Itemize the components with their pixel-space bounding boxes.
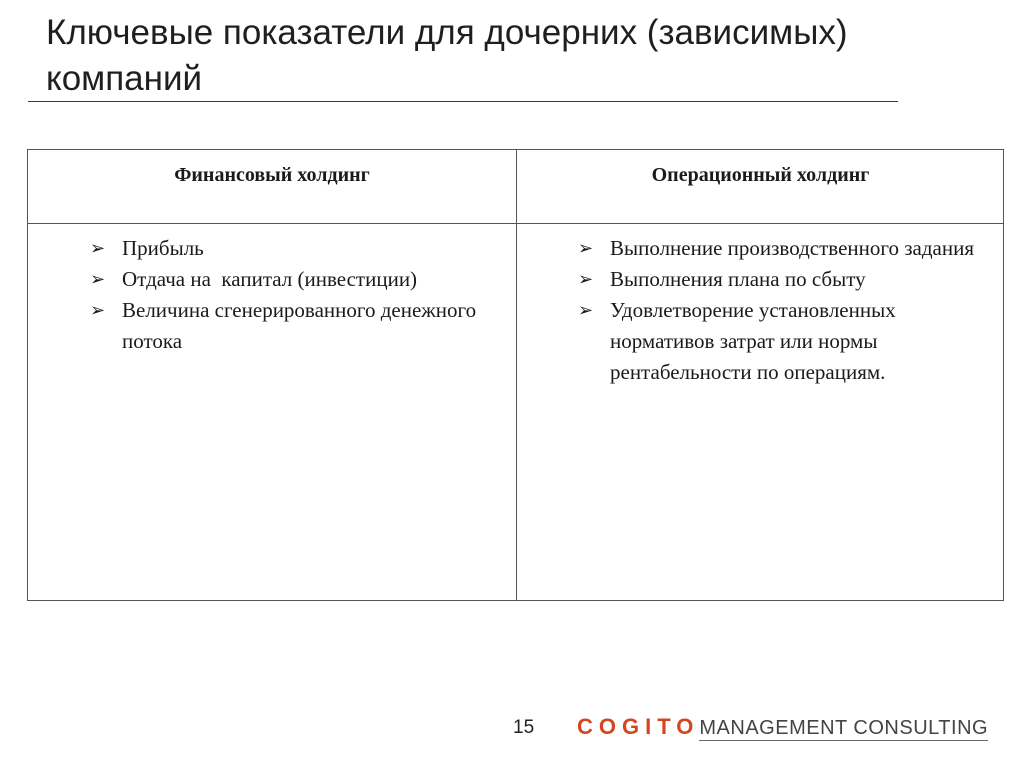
arrowhead-bullet-icon: ➢ [578,300,594,320]
logo-sub-text: MANAGEMENT CONSULTING [699,717,989,739]
list-item-text: Удовлетворение установленных нормативов затрат или нормы рентабельности по операциям. [610,298,896,384]
financial-kpi-list [90,233,500,357]
header-financial-holding: Финансовый холдинг [174,164,370,186]
list-item [90,295,500,357]
arrowhead-bullet-icon: ➢ [578,269,594,289]
title-underline [28,101,898,102]
comparison-table [27,149,1004,601]
list-item [90,264,500,295]
operational-kpi-list [578,233,978,388]
header-operational-holding: Операционный холдинг [651,164,870,186]
list-item [578,233,978,264]
list-item-text: Выполнения плана по сбыту [610,267,866,291]
header-divider [28,223,1003,224]
arrowhead-bullet-icon: ➢ [90,238,106,258]
list-item [90,233,500,264]
arrowhead-bullet-icon: ➢ [578,238,594,258]
slide-title: Ключевые показатели для дочерних (зависимых) компаний [46,13,848,98]
list-item-text: Выполнение производственного задания [610,236,974,260]
list-item-text: Отдача на капитал (инвестиции) [122,267,418,291]
column-divider [516,150,517,600]
list-item [578,264,978,295]
page-number: 15 [513,717,535,738]
company-logo [577,714,1009,744]
list-item-text: Прибыль [122,236,204,260]
arrowhead-bullet-icon: ➢ [90,300,106,320]
logo-main-text: COGITO [577,714,700,739]
arrowhead-bullet-icon: ➢ [90,269,106,289]
list-item [578,295,978,388]
list-item-text: Величина сгенерированного денежного потока [122,298,477,353]
